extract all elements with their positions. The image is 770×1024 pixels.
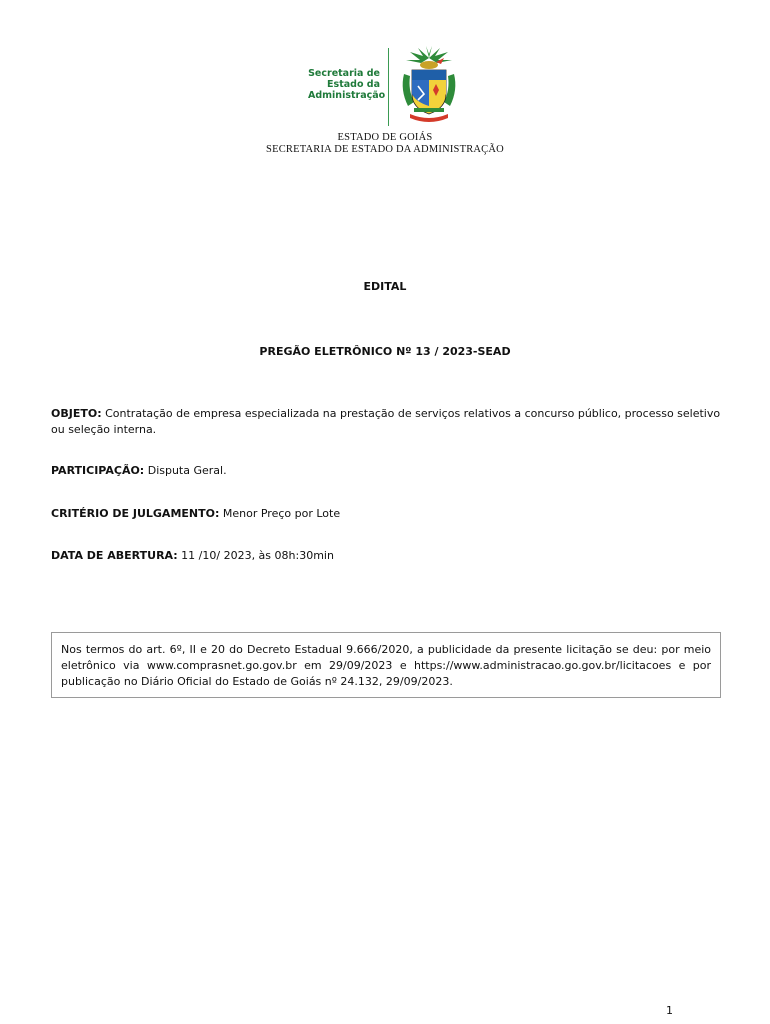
logo-text-line2: Estado da: [327, 79, 380, 90]
participacao-value: Disputa Geral.: [147, 464, 227, 477]
logo-divider: [388, 48, 389, 126]
objeto-field: [51, 406, 723, 438]
objeto-value: Contratação de empresa especializada na prestação de serviços relativos a concurso público, processo seletivo ou seleção interna.: [51, 407, 721, 436]
data-abertura-label: DATA DE ABERTURA:: [51, 549, 178, 562]
goias-coat-of-arms-icon: [396, 44, 462, 126]
document-header: [0, 132, 770, 156]
edital-title: EDITAL: [363, 280, 407, 293]
participacao-label: PARTICIPAÇÃO:: [51, 464, 145, 477]
data-abertura-field: [51, 548, 723, 564]
page-number: 1: [666, 1004, 673, 1017]
logo-text-line1: Secretaria de: [308, 68, 380, 79]
header-state: ESTADO DE GOIÁS: [337, 132, 433, 143]
objeto-label: OBJETO:: [51, 407, 102, 420]
sead-logo: [300, 44, 470, 128]
data-abertura-value: 11 /10/ 2023, às 08h:30min: [181, 549, 334, 562]
criterio-value: Menor Preço por Lote: [222, 507, 341, 520]
publicity-notice-box: [51, 632, 721, 698]
header-secretariat: SECRETARIA DE ESTADO DA ADMINISTRAÇÃO: [266, 144, 504, 155]
pregao-title: PREGÃO ELETRÔNICO Nº 13 / 2023-SEAD: [259, 345, 511, 358]
criterio-field: [51, 506, 723, 522]
logo-text: [308, 68, 386, 101]
participacao-field: [51, 463, 723, 479]
criterio-label: CRITÉRIO DE JULGAMENTO:: [51, 507, 220, 520]
logo-text-line3: Administração: [308, 90, 386, 101]
publicity-notice-text: Nos termos do art. 6º, II e 20 do Decreto Estadual 9.666/2020, a publicidade da presente licitação se deu: por meio eletrônico via www.comprasnet.go.gov.br em 29/09/2023 e https://www.administracao.go.gov.br/licitacoes e por publicação no Diário Oficial do Estado de Goiás nº 24.132, 29/09/2023.: [61, 643, 711, 688]
